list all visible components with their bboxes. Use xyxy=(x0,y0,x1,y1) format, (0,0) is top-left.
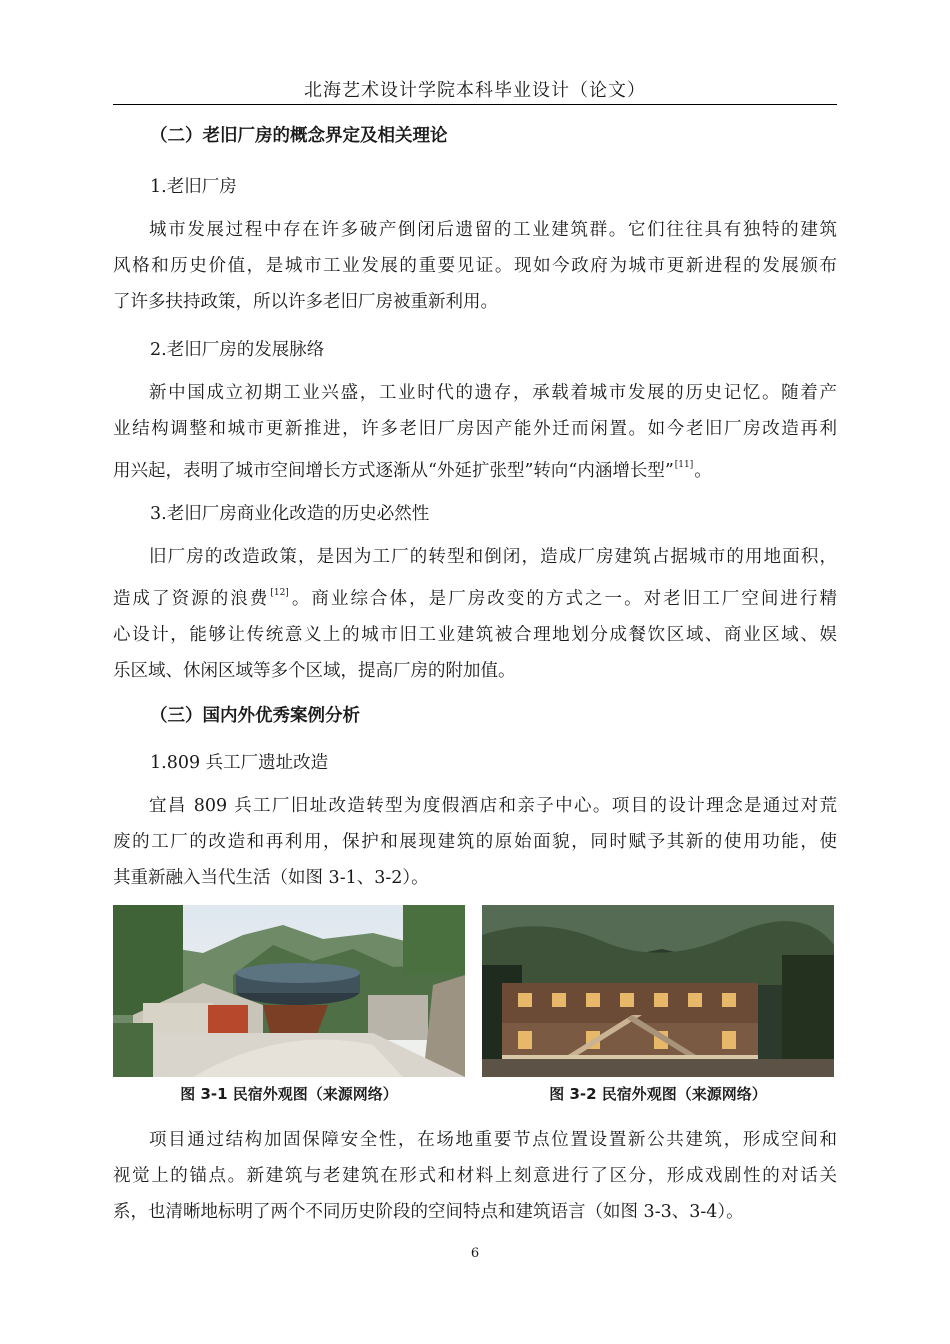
subheading-development: 2.老旧厂房的发展脉络 xyxy=(150,340,325,360)
paragraph-line xyxy=(113,575,837,617)
subheading-old-factory: 1.老旧厂房 xyxy=(150,177,237,197)
paragraph-1 xyxy=(113,212,837,320)
paragraph-line: 新中国成立初期工业兴盛，工业时代的遗存，承载着城市发展的历史记忆。随着产 xyxy=(149,383,837,403)
figure-3-2-caption: 图 3-2 民宿外观图（来源网络） xyxy=(549,1085,767,1103)
paragraph-3 xyxy=(113,539,837,689)
section-heading-2: （二）老旧厂房的概念界定及相关理论 xyxy=(150,126,448,146)
subheading-809-factory: 1.809 兵工厂遗址改造 xyxy=(150,753,329,773)
paragraph-text: 用兴起，表明了城市空间增长方式逐渐从“外延扩张型”转向“内涵增长型” xyxy=(113,461,674,481)
page-number: 6 xyxy=(470,1246,480,1261)
paragraph-text: 。 xyxy=(694,461,712,481)
citation-ref: [11] xyxy=(674,460,694,470)
citation-ref: [12] xyxy=(270,588,289,598)
paragraph-line xyxy=(113,447,837,489)
paragraph-line: 风格和历史价值，是城市工业发展的重要见证。现如今政府为城市更新进程的发展颁布 xyxy=(113,256,837,276)
paragraph-line: 废的工厂的改造和再利用，保护和展现建筑的原始面貌，同时赋予其新的使用功能，使 xyxy=(113,832,837,852)
paragraph-line: 心设计，能够让传统意义上的城市旧工业建筑被合理地划分成餐饮区域、商业区域、娱 xyxy=(113,625,837,645)
paragraph-4 xyxy=(113,788,837,896)
paragraph-line: 城市发展过程中存在许多破产倒闭后遗留的工业建筑群。它们往往具有独特的建筑 xyxy=(149,220,837,240)
figure-3-1-photo xyxy=(113,905,465,1077)
subheading-necessity: 3.老旧厂房商业化改造的历史必然性 xyxy=(150,504,430,524)
paragraph-line: 系，也清晰地标明了两个不同历史阶段的空间特点和建筑语言（如图 3-3、3-4）。 xyxy=(113,1202,744,1222)
paragraph-line: 了许多扶持政策，所以许多老旧厂房被重新利用。 xyxy=(113,292,498,312)
paragraph-line: 视觉上的锚点。新建筑与老建筑在形式和材料上刻意进行了区分，形成戏剧性的对话关 xyxy=(113,1166,837,1186)
paragraph-line: 乐区域、休闲区域等多个区域，提高厂房的附加值。 xyxy=(113,661,516,681)
figure-3-1-caption: 图 3-1 民宿外观图（来源网络） xyxy=(180,1085,398,1103)
paragraph-line: 旧厂房的改造政策，是因为工厂的转型和倒闭，造成厂房建筑占据城市的用地面积， xyxy=(149,547,837,567)
page-header-title: 北海艺术设计学院本科毕业设计（论文） xyxy=(304,80,646,101)
figure-3-2-photo xyxy=(482,905,834,1077)
paragraph-line: 其重新融入当代生活（如图 3-1、3-2）。 xyxy=(113,868,429,888)
paragraph-2 xyxy=(113,375,837,489)
paragraph-line: 项目通过结构加固保障安全性，在场地重要节点位置设置新公共建筑，形成空间和 xyxy=(149,1130,837,1150)
paragraph-5 xyxy=(113,1122,837,1230)
paragraph-line: 业结构调整和城市更新推进，许多老旧厂房因产能外迁而闲置。如今老旧厂房改造再利 xyxy=(113,419,837,439)
paragraph-text: 。商业综合体，是厂房改变的方式之一。对老旧工厂空间进行精 xyxy=(289,589,838,609)
paragraph-line: 宜昌 809 兵工厂旧址改造转型为度假酒店和亲子中心。项目的设计理念是通过对荒 xyxy=(149,796,837,816)
section-heading-3: （三）国内外优秀案例分析 xyxy=(150,706,360,726)
paragraph-text: 造成了资源的浪费 xyxy=(113,589,270,609)
header-divider xyxy=(113,104,837,105)
